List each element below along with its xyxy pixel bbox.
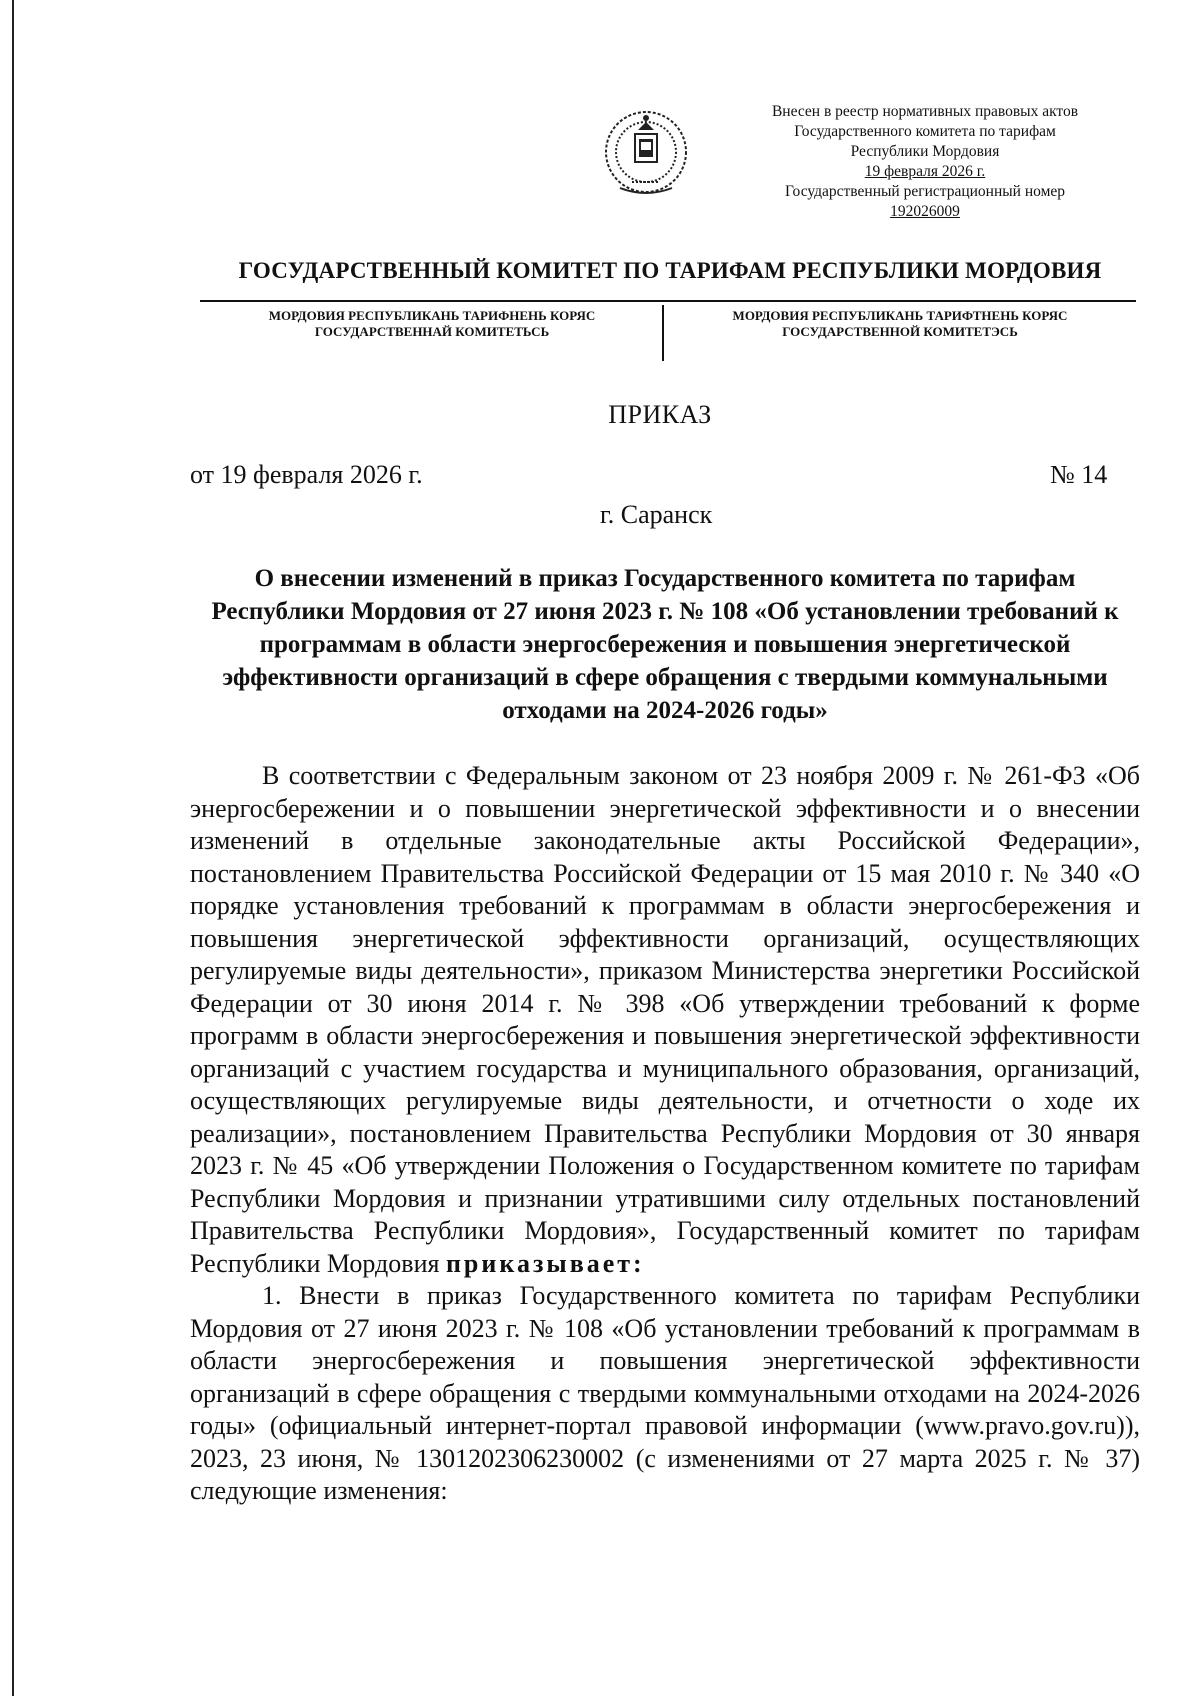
- erzya-committee-name: [680, 308, 1120, 340]
- paragraph-preamble: [190, 760, 1140, 1280]
- scan-edge-line: [12, 0, 14, 1696]
- order-verb: приказывает:: [445, 1248, 645, 1278]
- registry-stamp: [725, 102, 1125, 222]
- document-type: ПРИКАЗ: [608, 400, 712, 429]
- erzya-line: ГОСУДАРСТВЕННОЙ КОМИТЕТЭСЬ: [782, 324, 1018, 339]
- moksha-committee-name: [212, 308, 652, 340]
- registry-line: Государственного комитета по тарифам: [794, 123, 1056, 140]
- erzya-line: МОРДОВИЯ РЕСПУБЛИКАНЬ ТАРИФТНЕНЬ КОРЯС: [732, 308, 1068, 323]
- moksha-line: ГОСУДАРСТВЕННАЙ КОМИТЕТЬСЬ: [314, 324, 550, 339]
- registry-line: Республики Мордовия: [850, 143, 1000, 160]
- header-vertical-divider: [662, 305, 664, 361]
- header-divider: [200, 300, 1136, 302]
- document-body: [190, 760, 1140, 1508]
- registry-line: Внесен в реестр нормативных правовых актов: [771, 103, 1079, 120]
- document-city: г. Саранск: [600, 500, 713, 529]
- registry-date: 19 февраля 2026 г.: [864, 163, 986, 180]
- registry-line: Государственный регистрационный номер: [784, 183, 1066, 200]
- registry-number: 192026009: [890, 203, 960, 220]
- preamble-text: В соответствии с Федеральным законом от 23 ноября 2009 г. № 261-ФЗ «Об энергосбережении и о повышении энергетической эффективности и о внесении изменений в отдельные законодательные акты Российской Федерации», постановлением Правительства Российской Федерации от 15 мая 2010 г. № 340 «О порядке установления требований к программам в области энергосбережения и повышения энергетической эффективности организаций, осуществляющих регулируемые виды деятельности», приказом Министерства энергетики Российской Федерации от 30 июня 2014 г. № 398 «Об утверждении требований к форме программ в области энергосбережения и повышения энергетической эффективности организаций с участием государства и муниципального образования, организаций, осуществляющих регулируемые виды деятельности, и отчетности о ходе их реализации», постановлением Правительства Республики Мордовия от 30 января 2023 г. № 45 «Об утверждении Положения о Государственном комитете по тарифам Республики Мордовия и признании утратившими силу отдельных постановлений Правительства Республики Мордовия», Государственный комитет по тарифам Республики Мордовия: [190, 761, 1140, 1278]
- paragraph-item-1: 1. Внести в приказ Государственного комитета по тарифам Республики Мордовия от 27 июня 2023 г. № 108 «Об установлении требований к программам в области энергосбережения и повышения энергетической эффективности организаций в сфере обращения с твердыми коммунальными отходами на 2024-2026 годы» (официальный интернет-портал правовой информации (www.pravo.gov.ru)), 2023, 23 июня, № 1301202306230002 (с изменениями от 27 марта 2025 г. № 37) следующие изменения:: [190, 1281, 1140, 1505]
- document-number: № 14: [1050, 460, 1108, 489]
- document-title: О внесении изменений в приказ Государственного комитета по тарифам Республики Мордовия от 27 июня 2023 г. № 108 «Об установлении требований к программам в области энергосбережения и повышения энергетической эффективности организаций в сфере обращения с твердыми коммунальными отходами на 2024-2026 годы»: [211, 565, 1119, 724]
- committee-name: ГОСУДАРСТВЕННЫЙ КОМИТЕТ ПО ТАРИФАМ РЕСПУБЛИКИ МОРДОВИЯ: [238, 258, 1102, 283]
- coat-of-arms-icon: [600, 100, 692, 200]
- moksha-line: МОРДОВИЯ РЕСПУБЛИКАНЬ ТАРИФНЕНЬ КОРЯС: [268, 308, 596, 323]
- document-date: от 19 февраля 2026 г.: [190, 460, 423, 489]
